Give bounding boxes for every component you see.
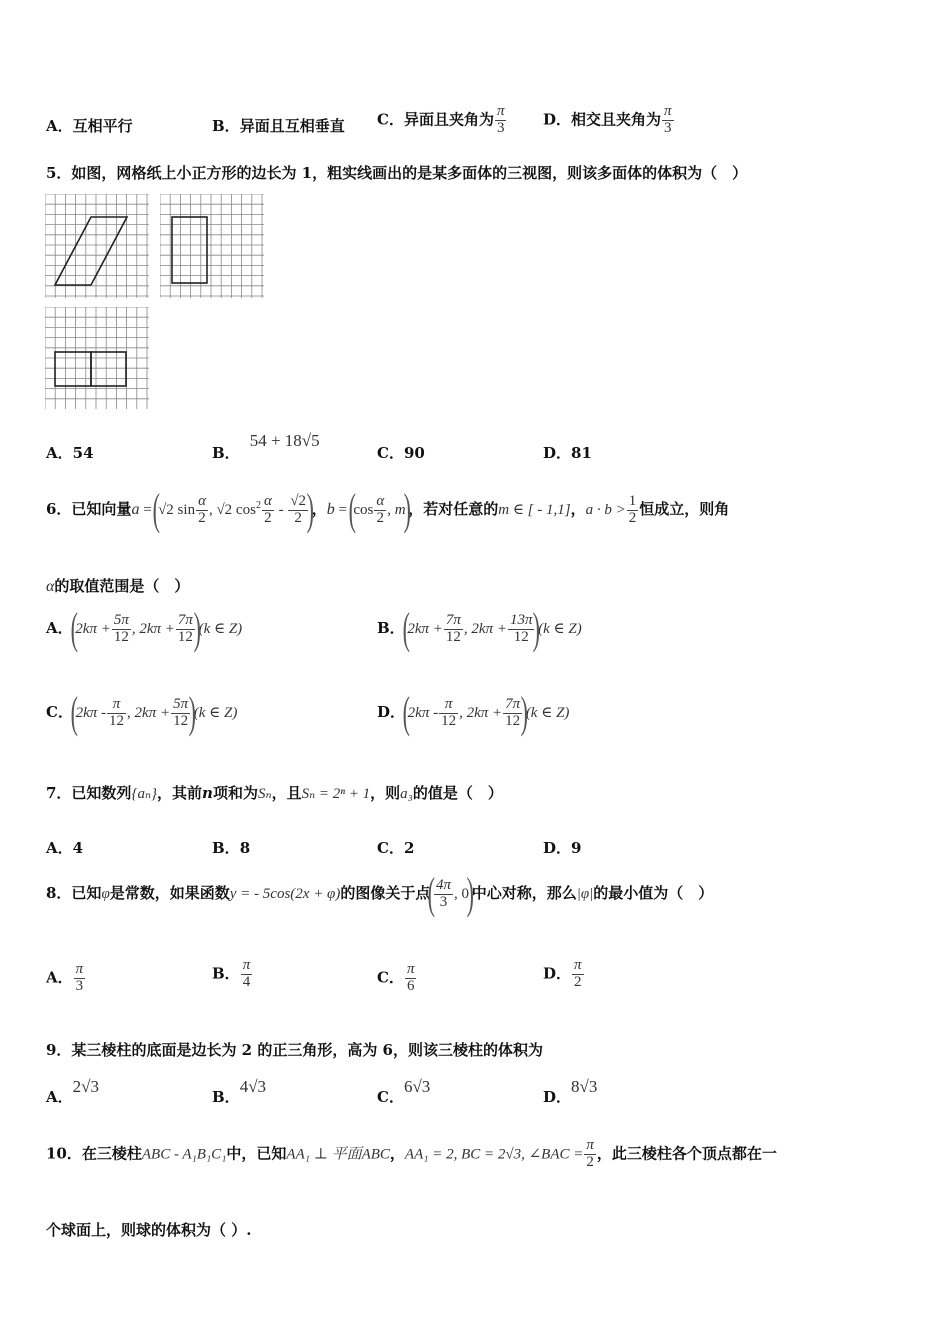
side-view-figure [160,194,264,298]
q6-stem-line2: α的取值范围是（ ） [46,577,190,595]
q4-option-a [46,115,133,136]
q9-option-b: B．4√3 [212,1077,267,1106]
q8-option-d: D． $\frac{\pi}{2}$ [543,957,582,990]
q5-option-c: C．90 [377,444,425,462]
q9-option-c: C．6√3 [377,1077,431,1106]
option-text: 互相平行 [72,117,133,135]
rectangle-outline [172,217,207,283]
q5-stem: 5．如图，网格纸上小正方形的边长为 1，粗实线画出的是某多面体的三视图，则该多面体的体积为（ ） [46,164,748,182]
q7-option-c: C．2 [377,839,415,857]
q8-option-c: C． $\frac{\pi}{6}$ [377,961,415,994]
q6-stem: 6．已知向量a = (√2 sin $\frac{\alpha}{2}$ , √2 $\cos^2$ $\frac{\alpha}{2}$ - $\frac{√2}{2}$ )，b = (cos $\frac{\alpha}{2}$ , m)，若对任意的m ∈ [ - 1,1]，a · b > $\frac{1}{2}$ 恒成立，则角 [46,485,730,534]
q4-option-b [212,115,345,136]
fraction: $\frac{\pi}{3}$ [496,103,505,136]
q6-option-d: D．(2kπ - $\frac{\pi}{12}$ , 2kπ + $\frac{7\pi}{12}$ )(k ∈ Z) [377,688,570,737]
option-letter: A． [46,117,73,135]
q9-stem: 9．某三棱柱的底面是边长为 2 的正三角形，高为 6，则该三棱柱的体积为 [46,1041,543,1059]
q7-stem: 7．已知数列{aₙ}，其前n项和为Sₙ，且Sₙ = 2ⁿ + 1，则a₃的值是（ ） [46,784,503,802]
q7-option-a: A．4 [46,839,84,857]
q8-option-b: B． $\frac{\pi}{4}$ [212,957,251,990]
q5-option-b: B．54 + 18√5 [212,431,320,462]
q7-option-b: B．8 [212,839,251,857]
q5-option-d: D．81 [543,444,592,462]
q8-stem: 8．已知φ是常数，如果函数y = - 5cos(2x + φ)的图像关于点( $\frac{4\pi}{3}$ , 0)中心对称，那么|φ|的最小值为（ ） [46,869,714,918]
q8-option-a: A． $\frac{\pi}{3}$ [46,961,84,994]
q6-option-b: B．(2kπ + $\frac{7\pi}{12}$ , 2kπ + $\frac{13\pi}{12}$ )(k ∈ Z) [377,604,582,653]
option-letter: D． [543,110,572,129]
option-text: 异面且夹角为 [403,110,494,129]
grid-lines [45,194,149,298]
option-text: 异面且互相垂直 [239,117,345,135]
q10-stem-line2: 个球面上，则球的体积为（ ）. [46,1221,252,1239]
q9-option-a: A．2√3 [46,1077,99,1106]
q6-option-c: C．(2kπ - $\frac{\pi}{12}$ , 2kπ + $\frac{5\pi}{12}$ )(k ∈ Z) [46,688,238,737]
option-letter: B． [212,117,240,135]
fraction: $\frac{\pi}{3}$ [664,103,672,136]
grid-lines [45,307,149,409]
q9-option-d: D．8√3 [543,1077,598,1106]
top-view-figure [45,307,149,409]
q10-stem: 10．在三棱柱ABC - A₁B₁C₁中，已知AA₁ ⊥ 平面ABC，AA₁ = 2, BC = 2√3, ∠BAC = $\frac{\pi}{2}$ ，此三棱柱各个顶点都在一 [46,1137,777,1170]
q4-option-c [377,104,507,137]
q6-option-a: A．(2kπ + $\frac{5\pi}{12}$ , 2kπ + $\frac{7\pi}{12}$ )(k ∈ Z) [46,604,243,653]
q5-option-a: A．54 [46,444,94,462]
front-view-figure [45,194,149,298]
option-text: 相交且夹角为 [571,110,662,129]
q4-option-d [543,104,675,137]
q7-option-d: D．9 [543,839,582,857]
option-letter: C． [377,110,404,129]
